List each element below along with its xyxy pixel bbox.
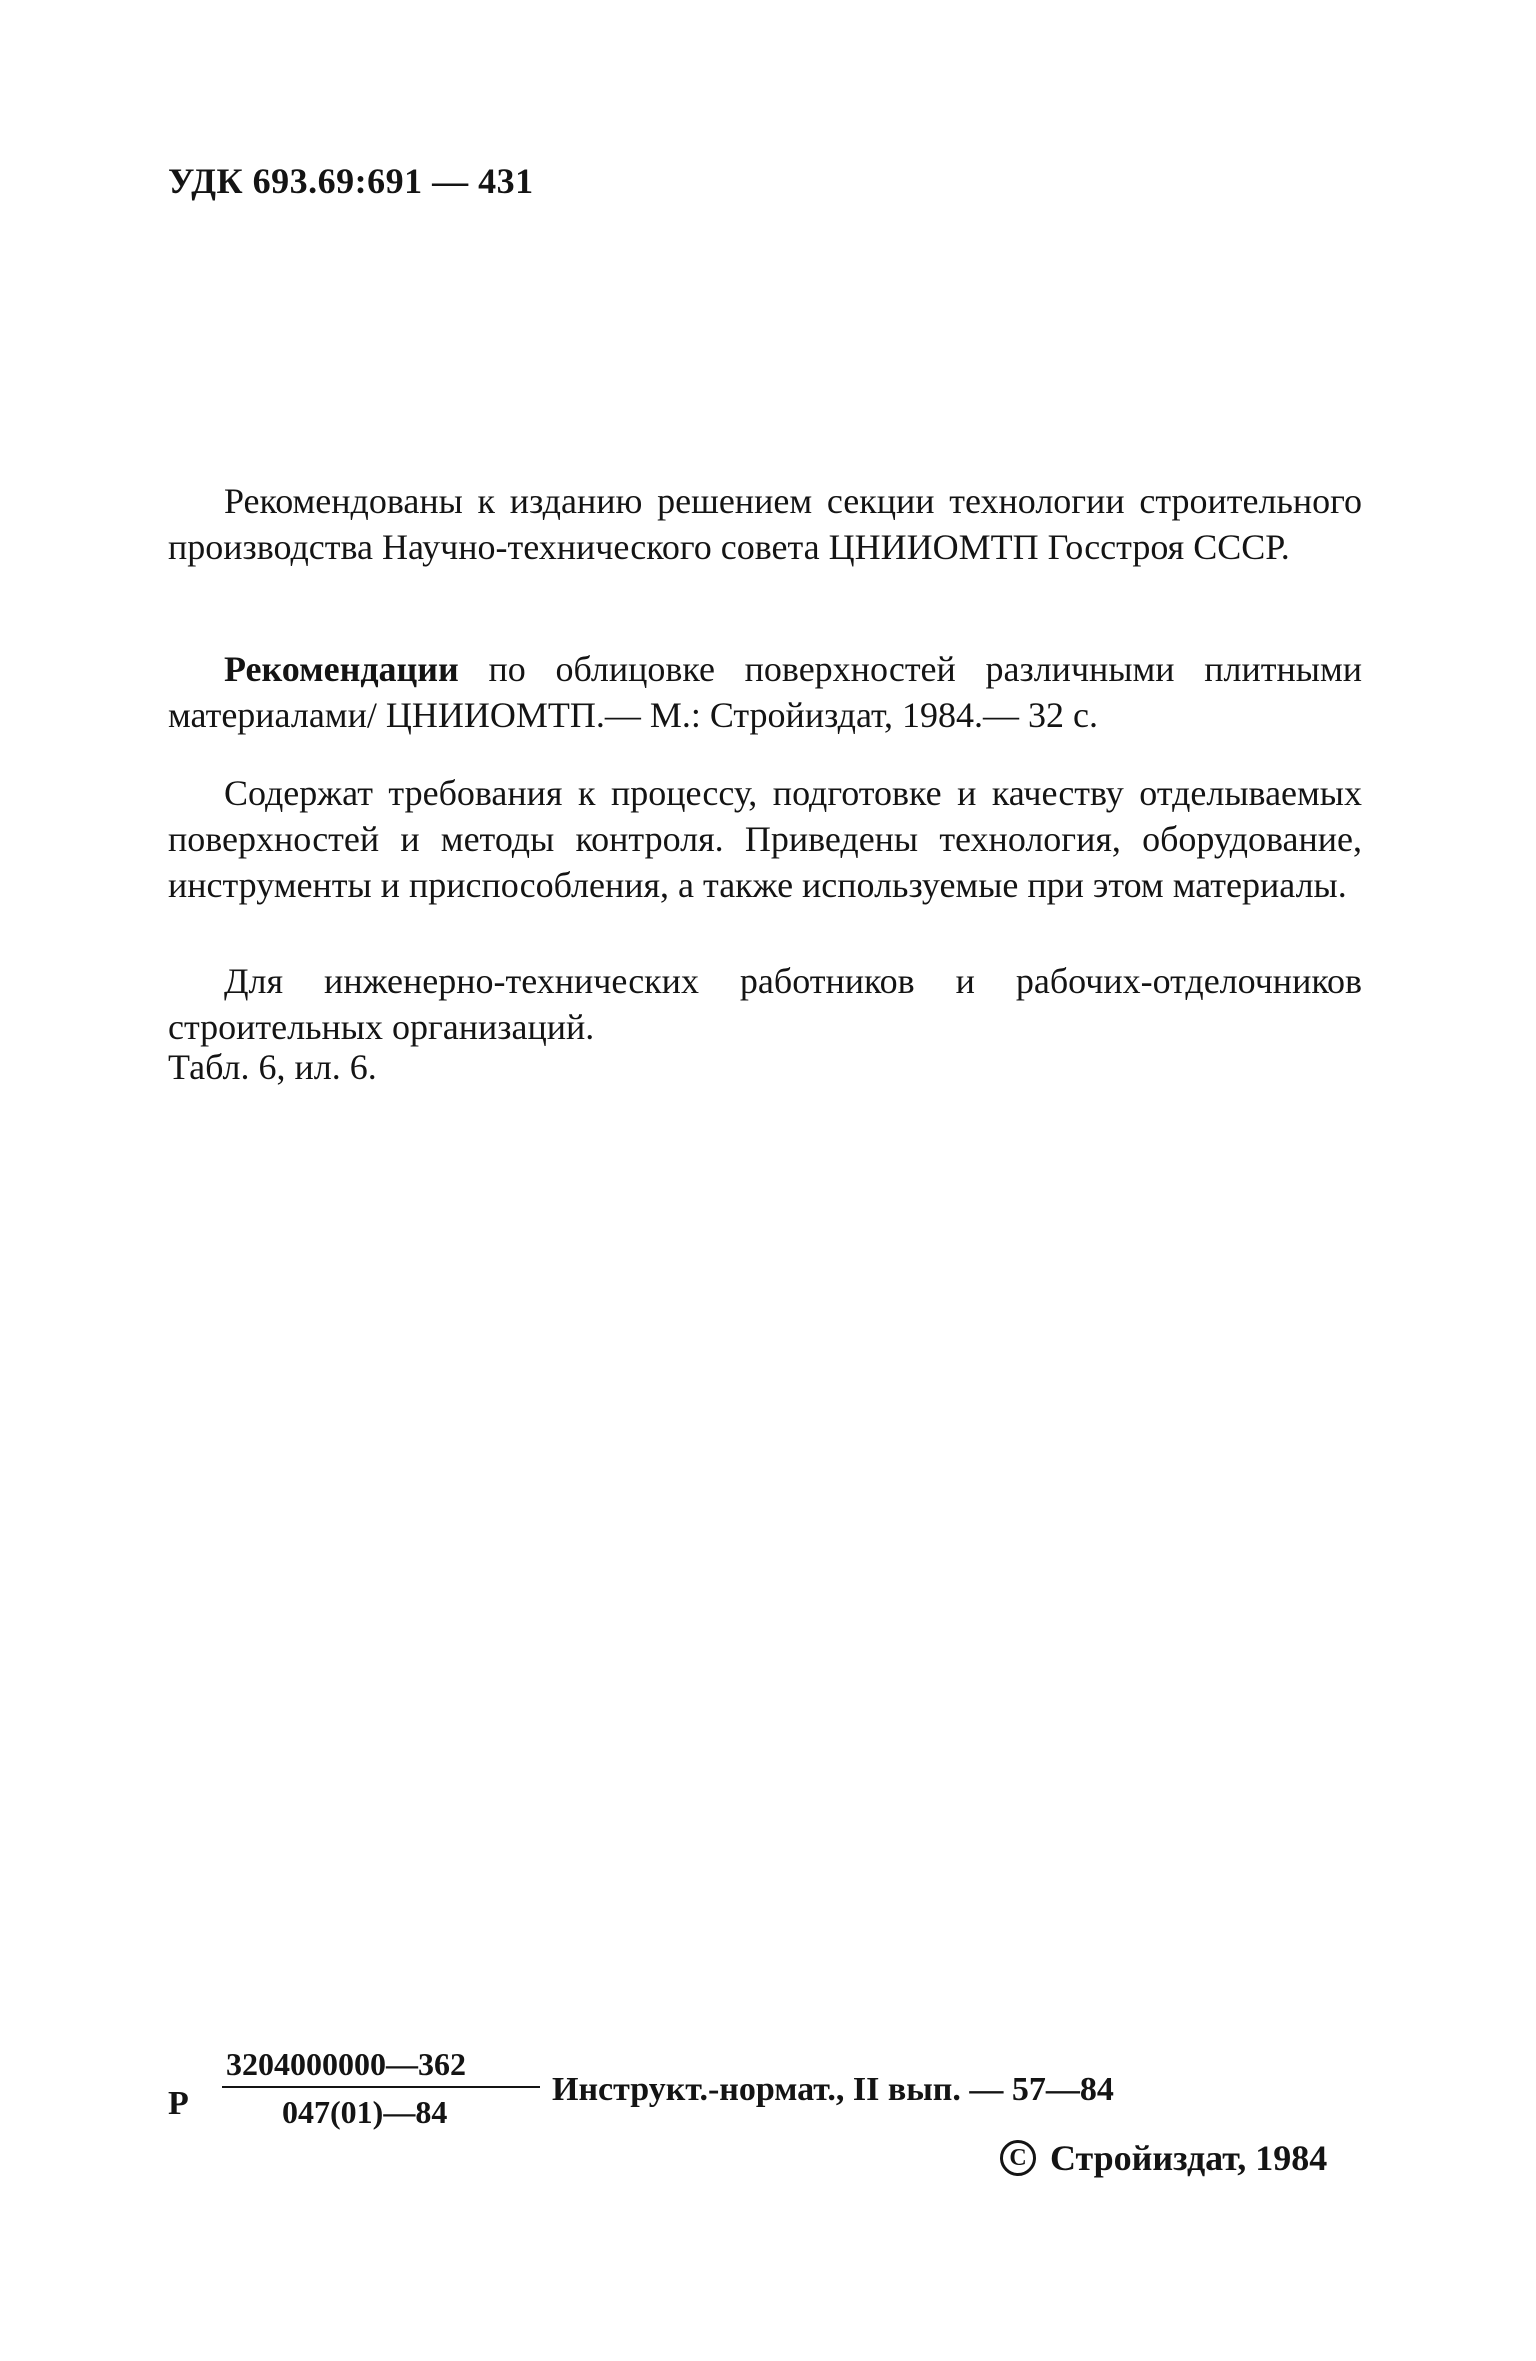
citation-lead: Рекомендации (224, 649, 459, 689)
tables-note (168, 1044, 1362, 1090)
copyright-icon: C (1000, 2140, 1036, 2176)
citation-paragraph (168, 646, 1362, 738)
footer-letter: Р (168, 2085, 189, 2122)
index-fraction (222, 2044, 540, 2130)
abstract (168, 770, 1362, 908)
tables-text: Табл. 6, ил. 6. (168, 1047, 377, 1087)
approval-text: Рекомендованы к изданию решением секции технологии строительного производства Научно-технического совета ЦНИИОМТП Госстроя СССР. (168, 481, 1362, 567)
fraction-divider (222, 2086, 540, 2088)
citation-rest: по облицовке поверхностей различными плитными материалами/ ЦНИИОМТП.— М.: Стройиздат, 1984.— 32 с. (168, 649, 1362, 735)
copyright-line (1000, 2137, 1327, 2179)
fraction-denominator: 047(01)—84 (282, 2094, 448, 2130)
bibliographic-citation (168, 646, 1362, 738)
approval-note (168, 478, 1362, 570)
fraction-numerator: 3204000000—362 (226, 2046, 466, 2082)
copyright-text: Стройиздат, 1984 (1050, 2138, 1328, 2178)
udk-code: УДК 693.69:691 — 431 (168, 161, 534, 201)
instrukt-line: Инструкт.-нормат., II вып. — 57—84 (552, 2071, 1114, 2108)
audience-note (168, 958, 1362, 1050)
audience-text: Для инженерно-технических работников и рабочих-отделочников строительных организаций. (168, 961, 1362, 1047)
abstract-text: Содержат требования к процессу, подготовке и качеству отделываемых поверхностей и методы контроля. Приведены технология, оборудование, инструменты и приспособления, а также используемые при этом материалы. (168, 773, 1362, 905)
